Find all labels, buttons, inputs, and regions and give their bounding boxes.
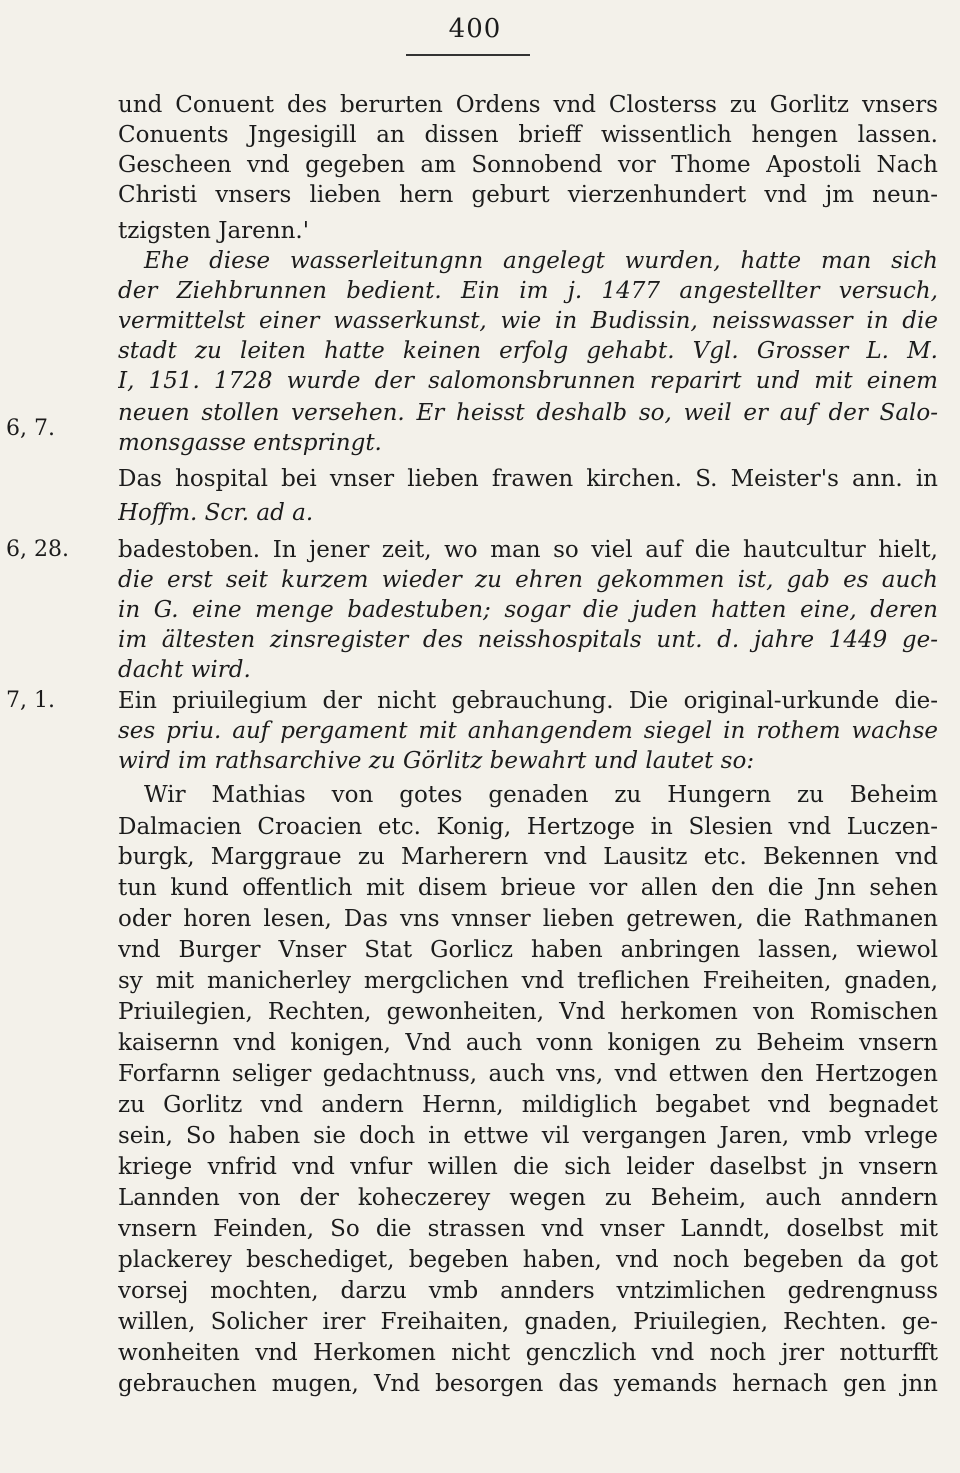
charter-line: tun kund offentlich mit disem brieue vor allen den die Jnn sehen xyxy=(118,875,938,901)
charter-line: gebrauchen mugen, Vnd besorgen das yemands hernach gen jnn xyxy=(118,1371,938,1397)
text-line: Gescheen vnd gegeben am Sonnobend vor Thome Apostoli Nach xyxy=(118,152,938,178)
charter-line: sein, So haben sie doch in ettwe vil vergangen Jaren, vmb vrlege xyxy=(118,1123,938,1149)
margin-ref: 6, 7. xyxy=(6,416,55,441)
commentary-line: I, 151. 1728 wurde der salomonsbrunnen reparirt und mit einem xyxy=(118,368,938,394)
commentary-line: stadt zu leiten hatte keinen erfolg gehabt. Vgl. Grosser L. M. xyxy=(118,338,938,364)
charter-line: sy mit manicherley mergclichen vnd treflichen Freiheiten, gnaden, xyxy=(118,968,938,994)
text-line: Ein priuilegium der nicht gebrauchung. Die original-urkunde die- xyxy=(118,688,938,714)
charter-line: vnd Burger Vnser Stat Gorlicz haben anbringen lassen, wiewol xyxy=(118,937,938,963)
text-line: Das hospital bei vnser lieben frawen kirchen. S. Meister's ann. in xyxy=(118,466,938,492)
charter-line: burgk, Marggraue zu Marherern vnd Lausitz etc. Bekennen vnd xyxy=(118,844,938,870)
commentary-line: dacht wird. xyxy=(118,657,251,683)
header-rule xyxy=(406,54,530,56)
charter-line: kriege vnfrid vnd vnfur willen die sich leider daselbst jn vnsern xyxy=(118,1154,938,1180)
charter-line: kaisernn vnd konigen, Vnd auch vonn konigen zu Beheim vnsern xyxy=(118,1030,938,1056)
charter-line: vorsej mochten, darzu vmb annders vntzimlichen gedrengnuss xyxy=(118,1278,938,1304)
commentary-line: der Ziehbrunnen bedient. Ein im j. 1477 angestellter versuch, xyxy=(118,278,938,304)
text-line: tzigsten Jarenn.' xyxy=(118,218,310,244)
commentary-line: neuen stollen versehen. Er heisst deshalb so, weil er auf der Salo- xyxy=(118,400,938,426)
charter-line: oder horen lesen, Das vns vnnser lieben getrewen, die Rathmanen xyxy=(118,906,938,932)
charter-line: Forfarnn seliger gedachtnuss, auch vns, vnd ettwen den Hertzogen xyxy=(118,1061,938,1087)
commentary-line: Hoffm. Scr. ad a. xyxy=(118,500,314,526)
text-line: Christi vnsers lieben hern geburt vierzenhundert vnd jm neun- xyxy=(118,182,938,208)
margin-ref: 6, 28. xyxy=(6,537,69,562)
commentary-line: in G. eine menge badestuben; sogar die juden hatten eine, deren xyxy=(118,597,938,623)
charter-line: plackerey beschediget, begeben haben, vnd noch begeben da got xyxy=(118,1247,938,1273)
charter-line: vnsern Feinden, So die strassen vnd vnser Lanndt, doselbst mit xyxy=(118,1216,938,1242)
commentary-line: Ehe diese wasserleitungnn angelegt wurden, hatte man sich xyxy=(144,248,938,274)
commentary-line: wird im rathsarchive zu Görlitz bewahrt und lautet so: xyxy=(118,748,755,774)
charter-line: Priuilegien, Rechten, gewonheiten, Vnd herkomen von Romischen xyxy=(118,999,938,1025)
charter-line: Wir Mathias von gotes genaden zu Hungern zu Beheim xyxy=(144,782,938,808)
commentary-line: monsgasse entspringt. xyxy=(118,430,382,456)
page-number: 400 xyxy=(448,14,502,44)
charter-line: Dalmacien Croacien etc. Konig, Hertzoge in Slesien vnd Luczen- xyxy=(118,814,938,840)
text-line: badestoben. In jener zeit, wo man so viel auf die hautcultur hielt, xyxy=(118,537,938,563)
charter-line: zu Gorlitz vnd andern Hernn, mildiglich begabet vnd begnadet xyxy=(118,1092,938,1118)
charter-line: Lannden von der koheczerey wegen zu Beheim, auch anndern xyxy=(118,1185,938,1211)
commentary-line: die erst seit kurzem wieder zu ehren gekommen ist, gab es auch xyxy=(118,567,938,593)
commentary-line: ses priu. auf pergament mit anhangendem siegel in rothem wachse xyxy=(118,718,938,744)
margin-ref: 7, 1. xyxy=(6,688,55,713)
charter-line: willen, Solicher irer Freihaiten, gnaden, Priuilegien, Rechten. ge- xyxy=(118,1309,938,1335)
commentary-line: vermittelst einer wasserkunst, wie in Budissin, neisswasser in die xyxy=(118,308,938,334)
charter-line: wonheiten vnd Herkomen nicht genczlich vnd noch jrer notturfft xyxy=(118,1340,938,1366)
text-line: und Conuent des berurten Ordens vnd Closterss zu Gorlitz vnsers xyxy=(118,92,938,118)
commentary-line: im ältesten zinsregister des neisshospitals unt. d. jahre 1449 ge- xyxy=(118,627,938,653)
text-line: Conuents Jngesigill an dissen brieff wissentlich hengen lassen. xyxy=(118,122,938,148)
